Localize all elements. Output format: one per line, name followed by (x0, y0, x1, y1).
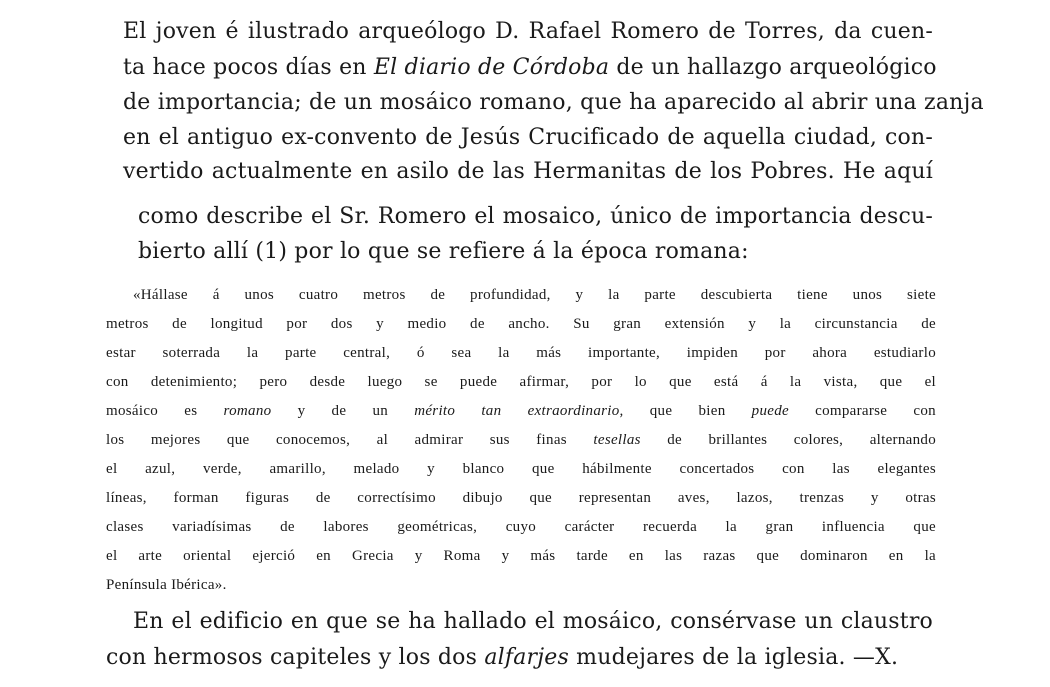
paragraph-1-line-5: vertido actualmente en asilo de las Hermanitas de los Pobres. He aquí (123, 159, 933, 184)
italic-run: puede (751, 403, 789, 419)
quote-line-7: el azul, verde, amarillo, melado y blanco que hábilmente concertados con las elegantes (106, 461, 936, 477)
quote-line-10: el arte oriental ejerció en Grecia y Roma y más tarde en las razas que dominaron en la (106, 548, 936, 564)
quote-line-2: metros de longitud por dos y medio de ancho. Su gran extensión y la circunstancia de (106, 316, 936, 332)
paragraph-1-line-7: bierto allí (1) por lo que se refiere á la época romana: (138, 239, 749, 264)
paragraph-1-line-4: en el antiguo ex-convento de Jesús Crucificado de aquella ciudad, con- (123, 125, 933, 150)
quote-line-6 (106, 430, 936, 450)
paragraph-2-line-1: En el edificio en que se ha hallado el mosáico, consérvase un claustro (133, 609, 933, 634)
paragraph-1-line-3: de importancia; de un mosáico romano, que ha aparecido al abrir una zanja (123, 90, 984, 115)
text-run: de un hallazgo arqueológico (609, 55, 937, 80)
italic-run: romano (223, 403, 272, 419)
paragraph-1-line-1: El joven é ilustrado arqueólogo D. Rafael Romero de Torres, da cuen- (123, 19, 933, 44)
paragraph-1-line-2 (123, 54, 937, 82)
text-run: ta hace pocos días en (123, 55, 374, 80)
quote-line-3: estar soterrada la parte central, ó sea la más importante, impiden por ahora estudiarlo (106, 345, 936, 361)
paragraph-2-line-2 (106, 644, 898, 672)
text-run: que bien (623, 403, 752, 419)
text-run: compararse con (788, 403, 936, 419)
italic-run: alfarjes (484, 645, 569, 670)
italic-run: tesellas (593, 432, 641, 448)
text-run: con hermosos capiteles y los dos (106, 645, 485, 670)
italic-run: mérito tan extraordinario, (414, 403, 624, 419)
text-run: de brillantes colores, alternando (640, 432, 936, 448)
text-run: y de un (271, 403, 415, 419)
quote-line-8: líneas, forman figuras de correctísimo dibujo que representan aves, lazos, trenzas y otras (106, 490, 936, 506)
quote-line-11: Península Ibérica». (106, 577, 227, 593)
text-run: mudejares de la iglesia. —X. (568, 645, 899, 670)
quote-line-9: clases variadísimas de labores geométricas, cuyo carácter recuerda la gran influencia que (106, 519, 936, 535)
quote-line-1: «Hállase á unos cuatro metros de profundidad, y la parte descubierta tiene unos siete (133, 287, 936, 303)
quote-line-4: con detenimiento; pero desde luego se puede afirmar, por lo que está á la vista, que el (106, 374, 936, 390)
paragraph-1-line-6: como describe el Sr. Romero el mosaico, único de importancia descu- (138, 204, 933, 229)
text-run: los mejores que conocemos, al admirar sus finas (106, 432, 594, 448)
text-run: mosáico es (106, 403, 224, 419)
newspaper-title: El diario de Córdoba (373, 55, 610, 80)
quote-line-5 (106, 401, 936, 421)
